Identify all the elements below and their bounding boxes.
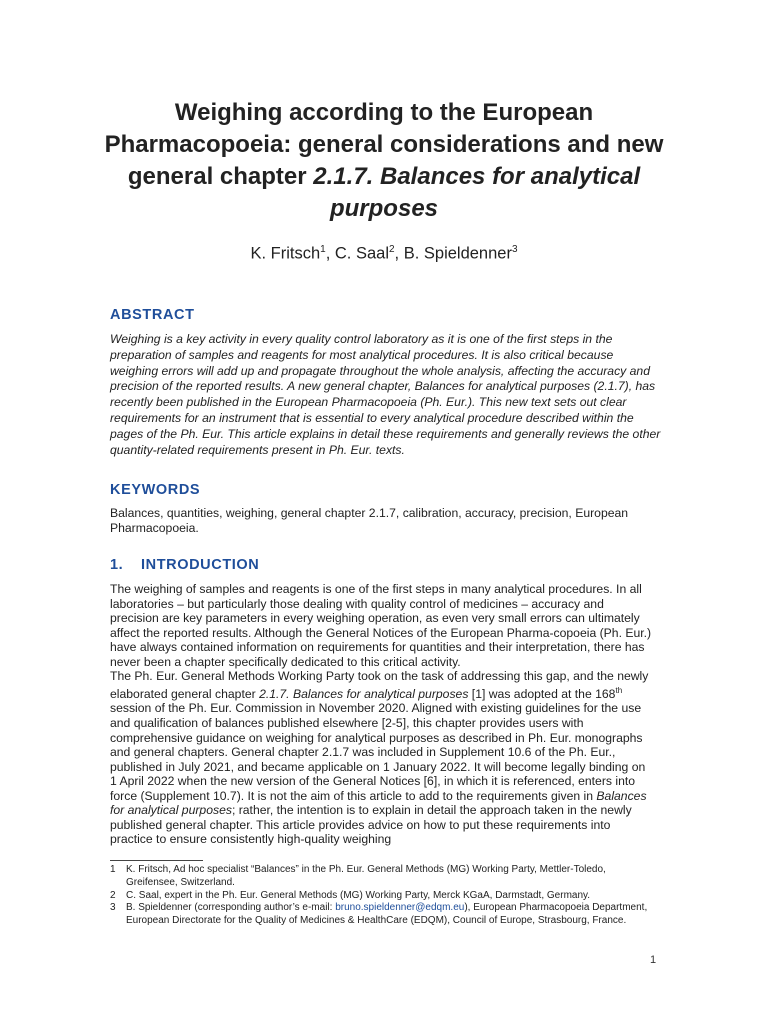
author-name: C. Saal [334, 244, 389, 263]
text-run: ; rather, the intention is to explain in detail the approach taken in the newly published general chapter. This article provides advice on how to put these requirements into practice to ensure consistently high-quality weighing [110, 803, 632, 847]
author-separator: , [325, 244, 335, 263]
author-separator: , [394, 244, 404, 263]
footnote-number: 3 [110, 902, 116, 914]
author-affiliation-mark: 1 [320, 244, 326, 255]
title-main: Weighing according to the European Pharmacopoeia: general considerations and new general chapter [104, 99, 664, 190]
title-italic: 2.1.7. Balances for analytical purposes [313, 163, 641, 222]
section-title: INTRODUCTION [141, 557, 260, 573]
text-run: B. Spieldenner (corresponding author’s e-mail: [126, 902, 336, 914]
footnote-text: C. Saal, expert in the Ph. Eur. General Methods (MG) Working Party, Merck KGaA, Darmstadt, Germany. [126, 889, 591, 901]
paragraph [110, 669, 655, 847]
text-run: The Ph. Eur. General Methods Working Party took on the task of addressing this gap, and the newly elaborated general chapter [110, 669, 649, 701]
footnote-text: K. Fritsch, Ad hoc specialist “Balances” in the Ph. Eur. General Methods (MG) Working Party, Mettler-Toledo, Greifensee, Switzerland. [126, 864, 606, 888]
footnote [110, 890, 658, 903]
author-list [100, 244, 668, 264]
author-name: B. Spieldenner [403, 244, 512, 263]
email-link[interactable]: bruno.spieldenner@edqm.eu [335, 902, 465, 914]
abstract-text: Weighing is a key activity in every quality control laboratory as it is one of the first steps in the preparation of samples and reagents for most analytical procedures. It is also critical because weighing errors will add up and propagate throughout the whole analysis, affecting the accuracy and precision of the reported results. A new general chapter, Balances for analytical purposes (2.1.7), has recently been published in the European Pharmacopoeia (Ph. Eur.). This new text sets out clear requirements for an instrument that is essential to every analytical procedure described within the pages of the Ph. Eur. This article explains in detail these requirements and generally reviews the other quantity-related requirements present in Ph. Eur. texts. [110, 332, 661, 457]
introduction-heading [110, 557, 259, 573]
section-number: 1. [110, 557, 124, 573]
article-title [100, 97, 668, 225]
text-run: session of the Ph. Eur. Commission in November 2020. Aligned with existing guidelines for the use and qualification of balances published elsewhere [2-5], this chapter provides users with comprehensive guidance on weighing for analytical purposes as described in Ph. Eur. monographs and general chapters. General chapter 2.1.7 was included in Supplement 10.6 of the Ph. Eur., published in July 2021, and became applicable on 1 January 2022. It will become legally binding on 1 April 2022 when the new version of the General Notices [6], in which it is referenced, enters into force (Supplement 10.7). It is not the aim of this article to add to the requirements given in [110, 701, 646, 803]
text-run: ), European Pharmacopoeia Department, European Directorate for the Quality of Medicines & HealthCare (EDQM), Council of Europe, Strasbourg, France. [126, 902, 648, 927]
superscript: th [615, 685, 623, 695]
footnote-divider [110, 860, 203, 861]
footnote-text [126, 902, 658, 928]
footnote-number: 1 [110, 864, 116, 875]
page-number: 1 [650, 954, 657, 966]
chapter-reference: Balances for analytical purposes [110, 788, 647, 818]
author-name: K. Fritsch [250, 244, 321, 263]
introduction-body [110, 582, 655, 847]
text-run: [1] was adopted at the 168 [468, 686, 616, 701]
footnote-number: 2 [110, 889, 116, 901]
keywords-text: Balances, quantities, weighing, general chapter 2.1.7, calibration, accuracy, precision, European Pharmacopoeia. [110, 506, 629, 536]
keywords-heading: KEYWORDS [110, 482, 201, 498]
author-affiliation-mark: 2 [388, 244, 395, 255]
footnote [110, 902, 658, 928]
chapter-reference: 2.1.7. Balances for analytical purposes [259, 686, 469, 701]
footnote [110, 864, 658, 890]
footnotes [110, 864, 658, 928]
author-affiliation-mark: 3 [511, 244, 518, 255]
abstract-heading: ABSTRACT [110, 307, 195, 323]
paragraph: The weighing of samples and reagents is one of the first steps in many analytical procedures. In all laboratories – but particularly those dealing with quality control of medicines – accuracy and precision are key parameters in every weighing operation, as even very small errors can ultimately affect the reported results. Although the General Notices of the European Pharma-copoeia (Ph. Eur.) have always contained information on requirements for quantities and their interpretation, there has never been a chapter specifically dedicated to this critical activity. [110, 582, 652, 669]
